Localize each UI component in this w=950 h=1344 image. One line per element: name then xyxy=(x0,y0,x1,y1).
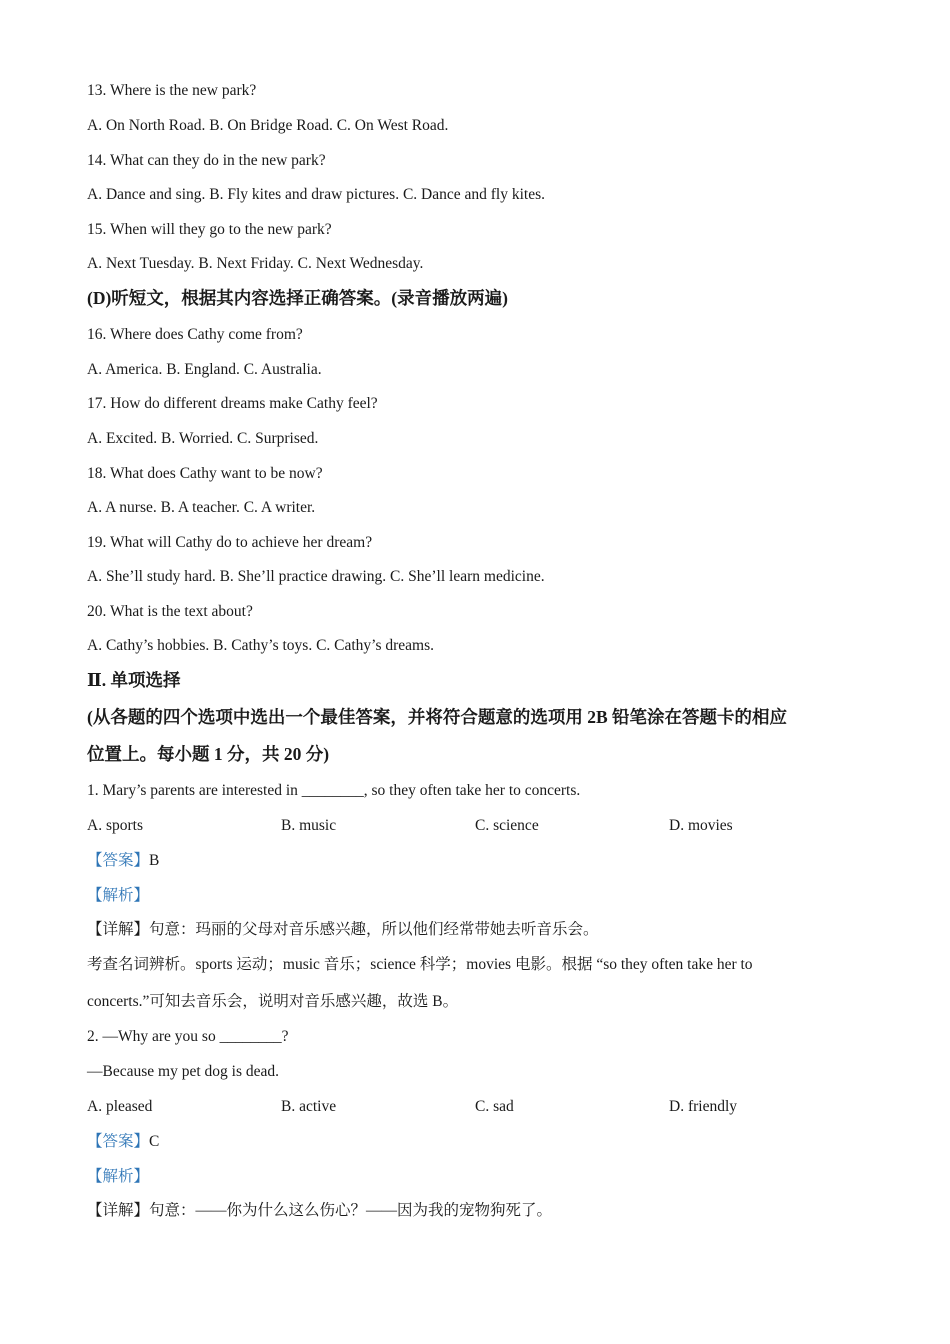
option-a: A. sports xyxy=(87,817,143,834)
mc-question-2-reply: —Because my pet dog is dead. xyxy=(87,1063,279,1080)
question-13: 13. Where is the new park? xyxy=(87,82,257,99)
question-14-options: A. Dance and sing. B. Fly kites and draw pictures. C. Dance and fly kites. xyxy=(87,186,546,203)
option-b: B. music xyxy=(281,817,337,834)
part-2-instructions-line-1: (从各题的四个选项中选出一个最佳答案，并将符合题意的选项用 2B 铅笔涂在答题卡的相应 xyxy=(87,707,787,727)
mc-question-1-options xyxy=(87,816,867,836)
question-16: 16. Where does Cathy come from? xyxy=(87,326,303,343)
answer-tag: 【答案】 xyxy=(87,852,150,869)
mc-question-2-stem: 2. —Why are you so ________? xyxy=(87,1028,289,1045)
mc-question-2-analysis-tag: 【解析】 xyxy=(87,1168,150,1185)
question-15-options: A. Next Tuesday. B. Next Friday. C. Next Wednesday. xyxy=(87,255,424,272)
question-19-options: A. She’ll study hard. B. She’ll practice drawing. C. She’ll learn medicine. xyxy=(87,568,545,585)
option-b: B. active xyxy=(281,1098,337,1115)
question-17: 17. How do different dreams make Cathy feel? xyxy=(87,395,378,412)
mc-question-1-detail: 【详解】句意：玛丽的父母对音乐感兴趣，所以他们经常带她去听音乐会。 xyxy=(87,921,599,938)
part-2-instructions-line-2: 位置上。每小题 1 分，共 20 分) xyxy=(87,744,330,764)
part-2-title: Ⅱ. 单项选择 xyxy=(87,670,181,690)
mc-question-1-explanation-line-1: 考查名词辨析。sports 运动；music 音乐；science 科学；movies 电影。根据 “so they often take her to xyxy=(87,956,753,973)
option-a: A. pleased xyxy=(87,1098,153,1115)
question-16-options: A. America. B. England. C. Australia. xyxy=(87,361,322,378)
answer-value: C xyxy=(149,1133,160,1150)
option-c: C. sad xyxy=(475,1098,514,1115)
option-d: D. movies xyxy=(669,817,733,834)
question-17-options: A. Excited. B. Worried. C. Surprised. xyxy=(87,430,319,447)
question-20-options: A. Cathy’s hobbies. B. Cathy’s toys. C. Cathy’s dreams. xyxy=(87,637,435,654)
mc-question-1-analysis-tag: 【解析】 xyxy=(87,887,150,904)
option-c: C. science xyxy=(475,817,539,834)
mc-question-1-answer xyxy=(87,851,159,871)
mc-question-2-answer xyxy=(87,1132,159,1152)
question-15: 15. When will they go to the new park? xyxy=(87,221,332,238)
answer-tag: 【答案】 xyxy=(87,1133,150,1150)
question-18-options: A. A nurse. B. A teacher. C. A writer. xyxy=(87,499,316,516)
section-d-heading: (D)听短文，根据其内容选择正确答案。(录音播放两遍) xyxy=(87,288,508,308)
mc-question-2-detail: 【详解】句意：——你为什么这么伤心？——因为我的宠物狗死了。 xyxy=(87,1202,553,1219)
question-19: 19. What will Cathy do to achieve her dream? xyxy=(87,534,373,551)
question-14: 14. What can they do in the new park? xyxy=(87,152,326,169)
question-20: 20. What is the text about? xyxy=(87,603,253,620)
question-13-options: A. On North Road. B. On Bridge Road. C. On West Road. xyxy=(87,117,449,134)
answer-value: B xyxy=(149,852,160,869)
mc-question-1-explanation-line-2: concerts.”可知去音乐会，说明对音乐感兴趣，故选 B。 xyxy=(87,993,459,1010)
mc-question-2-options xyxy=(87,1097,867,1117)
option-d: D. friendly xyxy=(669,1098,738,1115)
question-18: 18. What does Cathy want to be now? xyxy=(87,465,323,482)
mc-question-1-stem: 1. Mary’s parents are interested in ________, so they often take her to concerts. xyxy=(87,782,581,799)
